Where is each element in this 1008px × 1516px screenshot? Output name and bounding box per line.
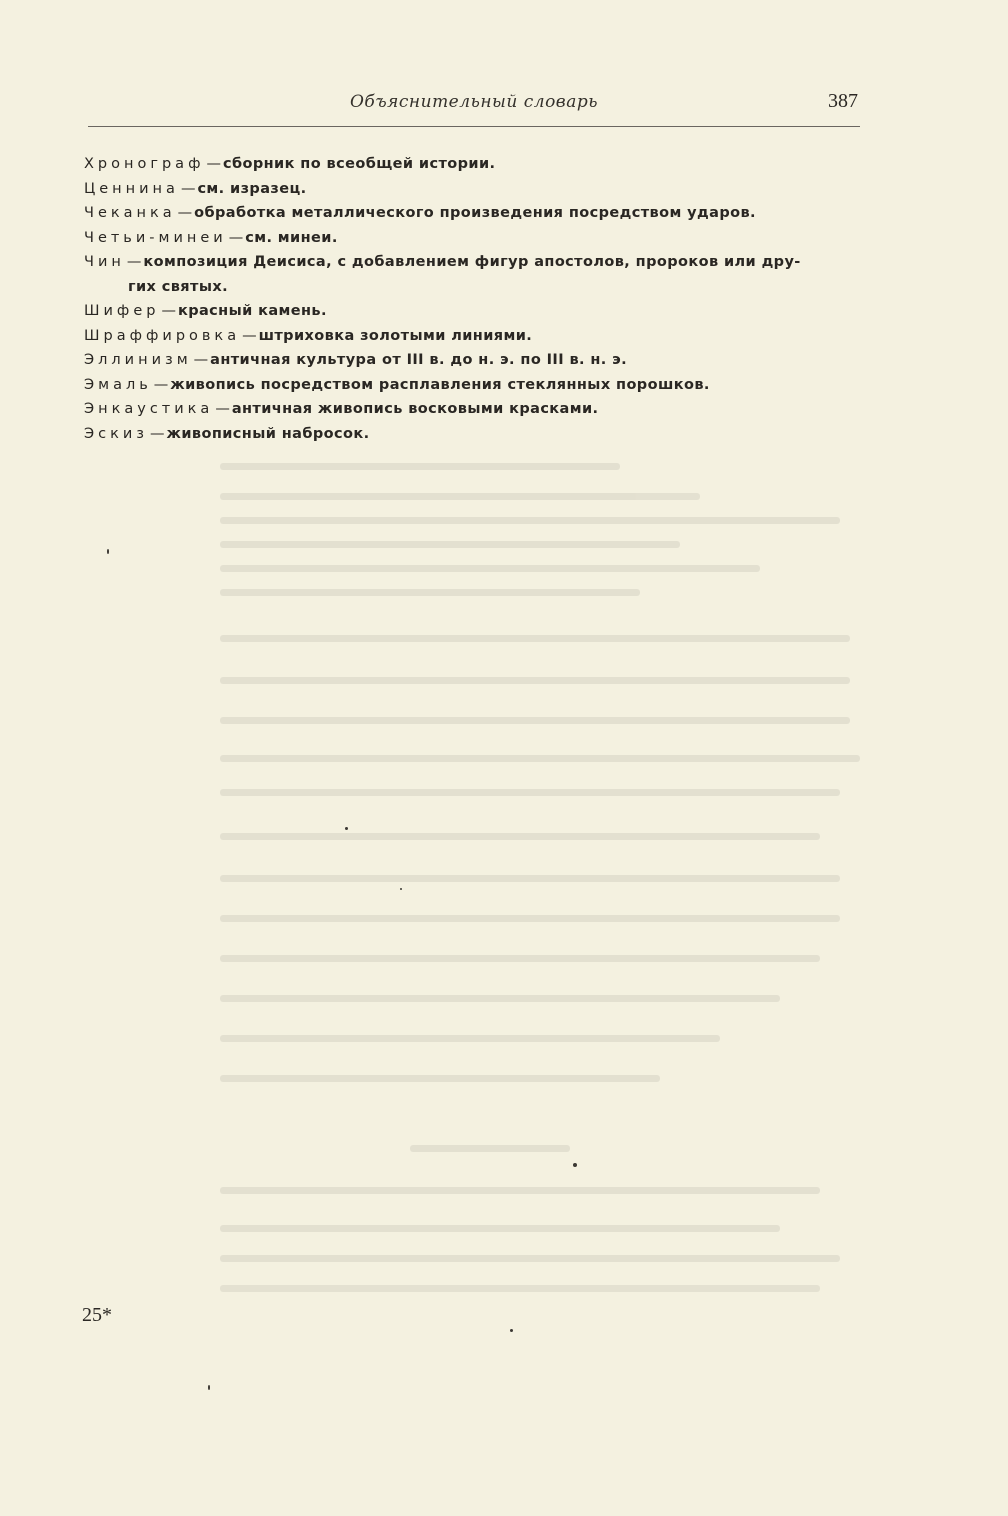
paper-speck [510,1329,513,1332]
entry-definition-continuation: гих святых. [128,278,228,295]
glossary-entry: Эллинизм — античная культура от III в. до н. э. по III в. н. э. [84,352,628,368]
entry-definition: живопись посредством расплавления стеклянных порошков. [170,376,710,393]
glossary-entry: Эмаль — живопись посредством расплавления стеклянных порошков. [84,376,710,393]
glossary-entry: Хронограф — сборник по всеобщей истории. [84,156,496,172]
glossary-entry: Энкаустика — античная живопись восковыми красками. [84,401,599,417]
entry-definition: античная живопись восковыми красками. [231,401,599,417]
entry-definition: красный камень. [177,303,327,319]
signature-mark: 25* [82,1304,112,1326]
running-title: Объяснительный словарь [350,92,598,112]
entry-term: Ценнина [84,180,179,197]
glossary-entry: Ценнина — см. изразец. [84,180,307,197]
glossary-entry: Чеканка — обработка металлического произведения посредством ударов. [84,205,756,221]
glossary-entry: Шифер — красный камень. [84,303,327,319]
entry-term: Чеканка [84,205,176,221]
entry-definition: обработка металлического произведения посредством ударов. [194,205,756,221]
entry-term: Чин [84,254,125,270]
running-head [88,88,860,127]
entry-definition: живописный набросок. [166,425,370,442]
entry-definition: сборник по всеобщей истории. [222,156,496,172]
paper-speck [345,827,348,830]
glossary-entry-continuation [84,275,864,300]
glossary-entries [84,152,864,446]
paper-speck [208,1385,210,1390]
entry-definition: см. минеи. [245,229,338,246]
entry-definition: композиция Деисиса, с добавлением фигур апостолов, пророков или дру- [143,254,801,270]
glossary-entry: Эскиз — живописный набросок. [84,425,370,442]
paper-speck [107,549,109,554]
entry-definition: см. изразец. [197,180,307,197]
entry-definition: штриховка золотыми линиями. [258,327,533,344]
glossary-entry: Четьи-минеи — см. минеи. [84,229,338,246]
entry-term: Хронограф [84,156,205,172]
entry-term: Эмаль [84,376,152,393]
entry-definition: античная культура от III в. до н. э. по III в. н. э. [210,352,628,368]
entry-term: Эллинизм [84,352,192,368]
entry-term: Шраффировка [84,327,241,344]
paper-speck [400,888,402,890]
page-number: 387 [828,90,858,112]
bleed-through-text [190,455,880,1305]
entry-term: Четьи-минеи [84,229,227,246]
glossary-entry: Шраффировка — штриховка золотыми линиями. [84,327,533,344]
paper-speck [573,1163,577,1167]
entry-term: Эскиз [84,425,148,442]
entry-term: Шифер [84,303,160,319]
glossary-entry: Чин — композиция Деисиса, с добавлением фигур апостолов, пророков или дру- [84,254,801,270]
entry-term: Энкаустика [84,401,214,417]
